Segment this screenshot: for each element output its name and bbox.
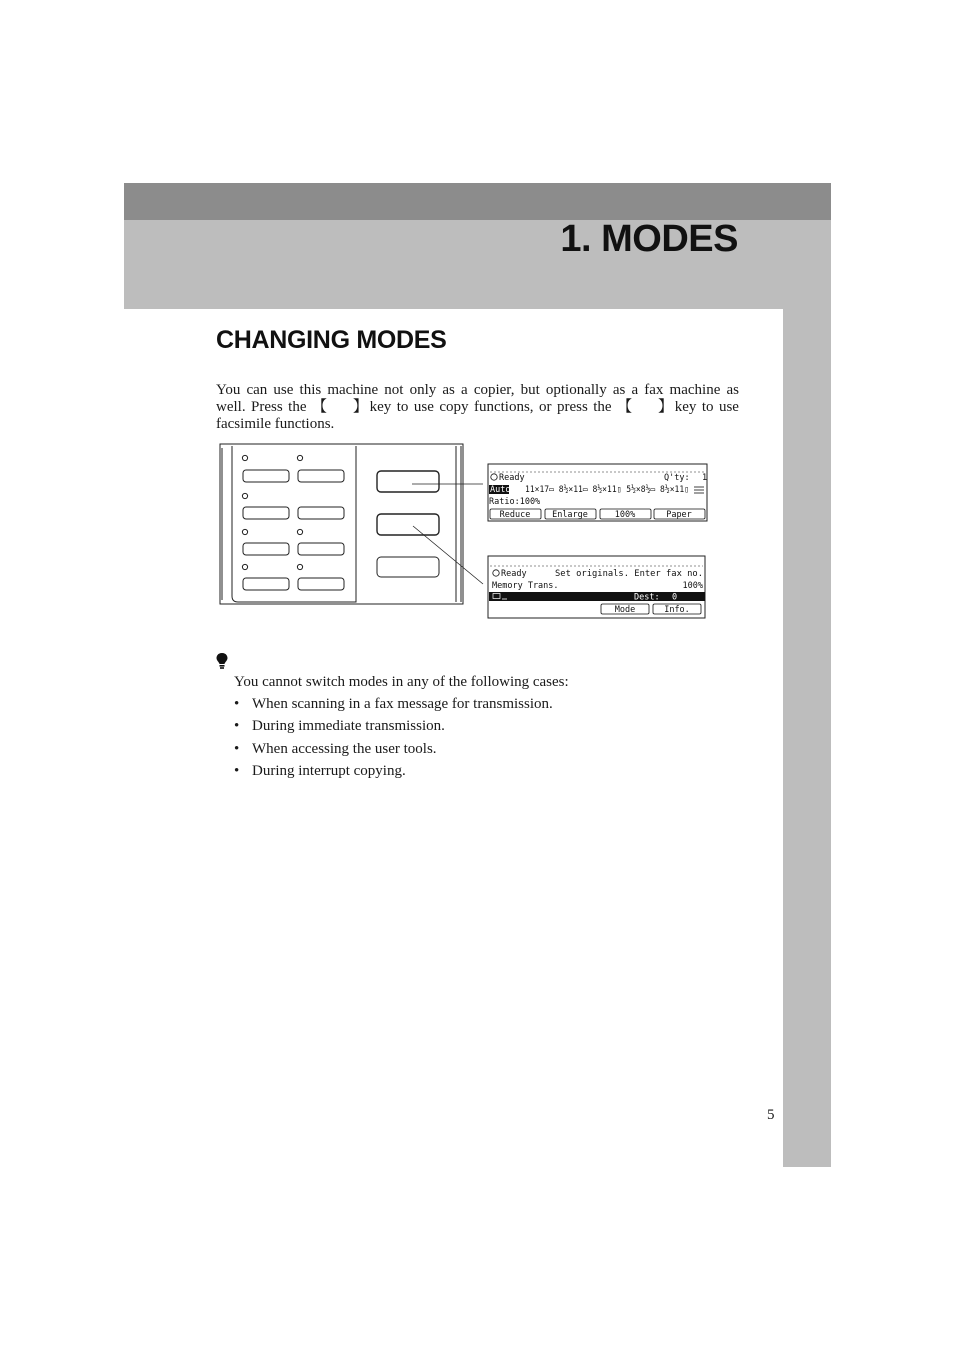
copy-key-bracket-open: 【 — [311, 399, 329, 415]
fax-key-bracket-open: 【 — [617, 399, 634, 415]
chapter-title: 1. MODES — [560, 218, 738, 260]
note-lead-text: You cannot switch modes in any of the following cases: — [234, 674, 569, 690]
copy-qty-value: 1 — [702, 473, 708, 483]
fax-message: Set originals. Enter fax no. — [555, 569, 703, 579]
fax-dest-value: 0 — [672, 592, 678, 603]
list-item: • When accessing the user tools. — [234, 741, 553, 763]
copy-key-bracket-close: 】 — [351, 399, 370, 415]
paper-button-label: Paper — [666, 510, 692, 520]
chapter-header-dark-band — [124, 183, 831, 220]
section-title: CHANGING MODES — [216, 326, 447, 354]
reduce-button-label: Reduce — [499, 510, 531, 520]
fax-status: Ready — [501, 569, 527, 579]
control-panel-figure — [218, 442, 710, 622]
paper-size-list[interactable]: 11×17▭ 8½×11▭ 8½×11▯ 5½×8½▭ 8½×11▯ — [525, 485, 699, 495]
fax-display — [488, 556, 705, 618]
copy-status: Ready — [499, 473, 525, 483]
full-size-button-label: 100% — [614, 510, 636, 520]
intro-line-3: facsimile functions. — [216, 416, 335, 432]
intro-line-2: well. Press the 【 】key to use copy functions, or press the 【 】key to use — [216, 399, 739, 415]
fax-mode-line: Memory Trans. — [492, 581, 559, 591]
intro-paragraph — [216, 382, 739, 433]
copy-key[interactable] — [377, 471, 439, 492]
important-lightbulb-icon — [214, 652, 230, 670]
list-item: • When scanning in a fax message for transmission. — [234, 696, 553, 718]
operation-panel — [220, 444, 463, 604]
copy-ratio: Ratio:100% — [489, 497, 541, 507]
auto-paper-label[interactable]: Auto — [490, 485, 511, 495]
function-key-grid — [242, 455, 344, 590]
fax-info-button-label: Info. — [664, 605, 690, 615]
enlarge-button-label: Enlarge — [552, 510, 588, 520]
intro-line-1: You can use this machine not only as a copier, but optionally as a fax machine as — [216, 382, 739, 398]
fax-memory-percent: 100% — [682, 581, 703, 591]
page-number: 5 — [767, 1107, 775, 1123]
side-tab-band — [783, 309, 831, 1167]
blank-key[interactable] — [377, 557, 439, 577]
fax-mode-button-label: Mode — [614, 605, 636, 615]
list-item: • During interrupt copying. — [234, 763, 553, 785]
facsimile-key[interactable] — [377, 514, 439, 535]
fax-key-bracket-close: 】 — [656, 399, 675, 415]
note-bullet-list — [234, 696, 553, 785]
fax-leader-line — [413, 526, 483, 584]
list-item: • During immediate transmission. — [234, 718, 553, 740]
copy-qty-label: Q'ty: — [664, 473, 690, 483]
copy-display — [488, 464, 707, 521]
fax-dest-label: Dest: — [634, 592, 660, 603]
